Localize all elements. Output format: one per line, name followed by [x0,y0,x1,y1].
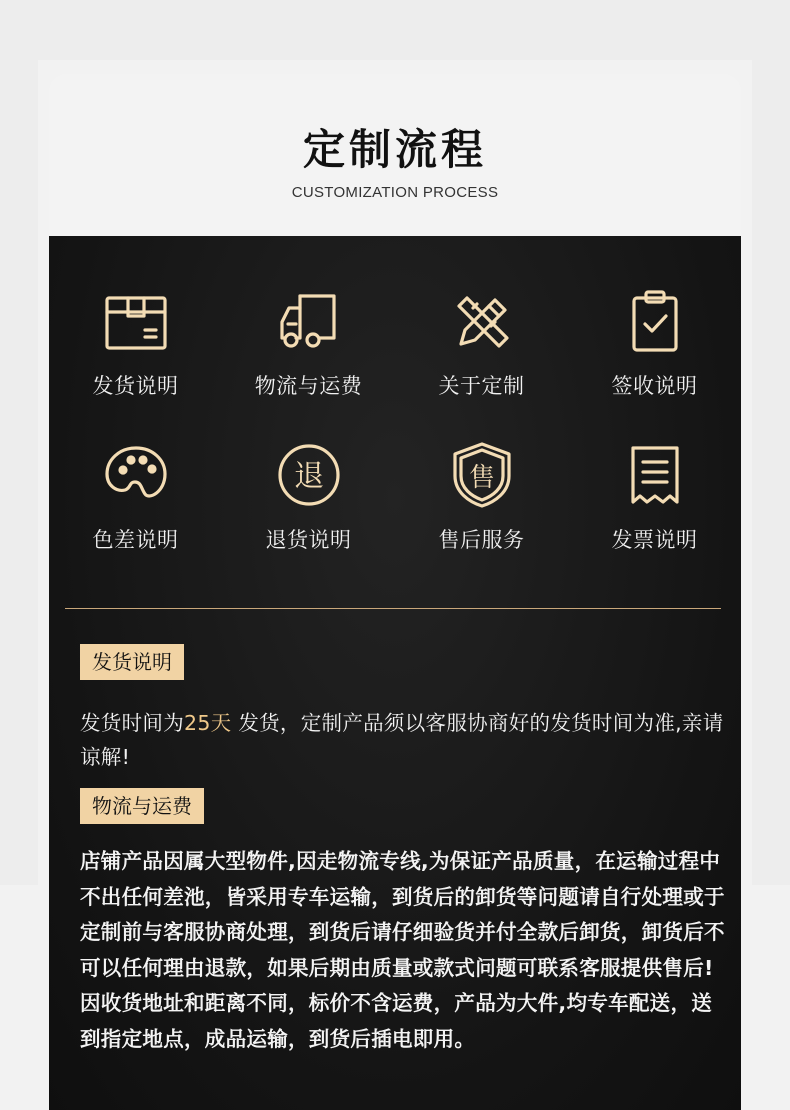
pencil-ruler-icon [447,286,517,356]
icon-item-invoice[interactable] [568,440,741,554]
icon-label: 退货说明 [265,528,352,552]
left-background [0,60,38,885]
shipping-text-after: 发货，定制产品须以客服协商好的发货时间为准,亲请谅解! [80,711,724,769]
icon-item-logistics[interactable] [222,286,395,400]
receipt-icon [620,440,690,510]
icon-label: 售后服务 [438,528,525,552]
page-subtitle: CUSTOMIZATION PROCESS [291,184,499,201]
return-icon [274,440,344,510]
section-divider [65,608,721,609]
top-background [0,0,790,60]
section-tag-logistics: 物流与运费 [80,788,204,824]
right-background [752,60,790,885]
logistics-paragraph: 店铺产品因属大型物件,因走物流专线,为保证产品质量，在运输过程中不出任何差池，皆采用专车运输，到货后的卸货等问题请自行处理或于定制前与客服协商处理，到货后请仔细验货并付全款后卸货，卸货后不可以任何理由退款，如果后期由质量或款式问题可联系客服提供售后!因收货地址和距离不同，标价不含运费，产品为大件,均专车配送，送到指定地点，成品运输，到货后插电即用。 [80,849,725,1051]
section-tag-shipping: 发货说明 [80,644,184,680]
icon-label: 发货说明 [92,374,179,398]
palette-icon [101,440,171,510]
dark-panel [49,236,741,1110]
icon-label: 色差说明 [92,528,179,552]
icon-item-after-sales[interactable] [395,440,568,554]
clipboard-check-icon [620,286,690,356]
shipping-text-before: 发货时间为 [80,711,184,735]
svg-text:售: 售 [468,463,495,493]
icon-label: 发票说明 [611,528,698,552]
after-sales-shield-icon [447,440,517,510]
icon-item-return[interactable] [222,440,395,554]
icon-label: 物流与运费 [254,374,363,398]
shipping-days-highlight: 25天 [184,711,232,735]
shipping-paragraph [80,706,730,774]
icon-label: 关于定制 [438,374,525,398]
truck-icon [274,286,344,356]
icon-label: 签收说明 [611,374,698,398]
page-title: 定制流程 [302,125,487,174]
card-header [49,74,741,236]
customization-card [49,74,741,1110]
icon-item-customization[interactable] [395,286,568,400]
icon-item-color[interactable] [49,440,222,554]
icon-item-shipping[interactable] [49,286,222,400]
icon-item-signing[interactable] [568,286,741,400]
svg-text:退: 退 [293,459,324,494]
box-icon [101,286,171,356]
icon-grid [49,286,741,554]
